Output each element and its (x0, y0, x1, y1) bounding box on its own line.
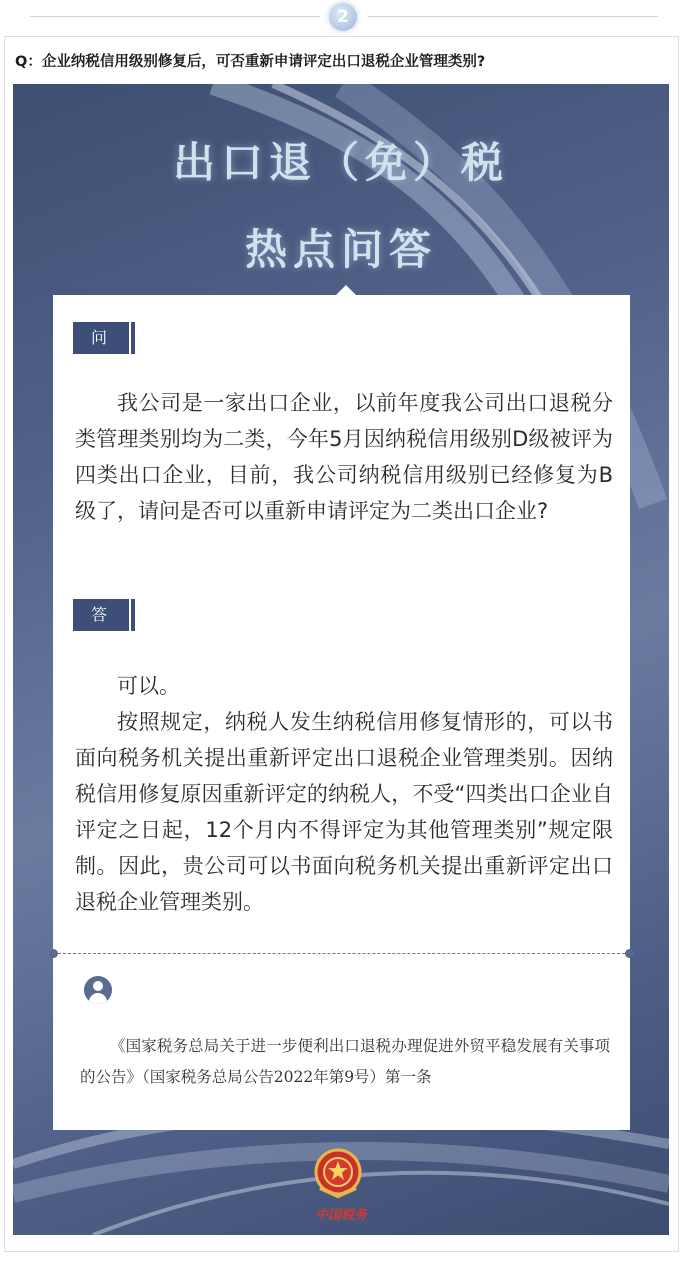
poster-title-line2: 热点问答 (244, 225, 437, 274)
section-header (0, 0, 687, 36)
question-text: 我公司是一家出口企业，以前年度我公司出口退税分类管理类别均为二类，今年5月因纳税信用级别D级被评为四类出口企业，目前，我公司纳税信用级别已经修复为B级了，请问是否可以重新申请评定为二类出口企业? (75, 391, 613, 523)
source-citation: 《国家税务总局关于进一步便利出口退税办理促进外贸平稳发展有关事项的公告》（国家税务总局公告2022年第9号）第一条 (80, 1037, 610, 1086)
user-avatar-icon (84, 976, 112, 1004)
header-divider-right (368, 16, 658, 17)
divider-dot-right (625, 949, 634, 958)
footer-logo-text: 中国税务 (314, 1208, 367, 1223)
dashed-divider (53, 953, 630, 954)
step-number-badge: 2 (329, 3, 357, 31)
question-tag (73, 322, 133, 354)
header-divider-left (30, 16, 320, 17)
answer-tag (73, 599, 133, 631)
qa-content-panel (53, 295, 630, 1130)
answer-text: 按照规定，纳税人发生纳税信用修复情形的，可以书面向税务机关提出重新评定出口退税企业管理类别。因纳税信用修复原因重新评定的纳税人，不受“四类出口企业自评定之日起，12个月内不得评定为其他管理类别”规定限制。因此，贵公司可以书面向税务机关提出重新评定出口退税企业管理类别。 (75, 710, 613, 914)
question-tag-label: 问 (91, 328, 108, 347)
tax-emblem-icon (308, 1144, 368, 1204)
answer-short: 可以。 (117, 674, 180, 698)
tag-accent-bar (129, 322, 131, 354)
question-heading: Q：企业纳税信用级别修复后，可否重新申请评定出口退税企业管理类别? (15, 54, 486, 70)
panel-notch (336, 285, 356, 295)
poster-title-line1: 出口退（免）税 (172, 138, 509, 187)
qa-poster-image (13, 84, 669, 1235)
answer-tag-label: 答 (91, 605, 108, 624)
tag-accent-bar (129, 599, 131, 631)
